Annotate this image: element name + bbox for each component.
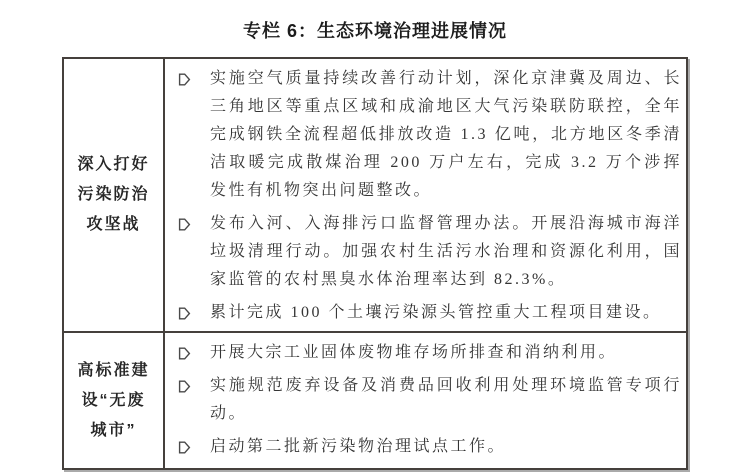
list-item [178, 65, 682, 205]
list-item-text: 发布入河、入海排污口监督管理办法。开展沿海城市海洋垃圾清理行动。加强农村生活污水治理和资源化利用，国家监管的农村黑臭水体治理率达到 82.3%。 [210, 215, 682, 288]
pentagon-right-icon [178, 299, 210, 327]
list-item [178, 299, 682, 327]
list-item [178, 210, 682, 294]
pentagon-right-icon [178, 210, 210, 294]
row-content [165, 59, 686, 331]
list-item-text: 实施规范废弃设备及消费品回收利用处理环境监管专项行动。 [210, 377, 682, 422]
progress-table [62, 57, 688, 470]
page-title: 专栏 6：生态环境治理进展情况 [242, 21, 507, 41]
bullet-list [178, 339, 682, 461]
pentagon-right-icon [178, 372, 210, 428]
bullet-list [178, 65, 682, 327]
pentagon-right-icon [178, 433, 210, 461]
list-item-text: 实施空气质量持续改善行动计划，深化京津冀及周边、长三角地区等重点区域和成渝地区大气污染联防联控，全年完成钢铁全流程超低排放改造 1.3 亿吨，北方地区冬季清洁取暖完成散煤治理 200 万户左右，完成 3.2 万个涉挥发性有机物突出问题整改。 [210, 70, 682, 199]
list-item-text: 启动第二批新污染物治理试点工作。 [210, 438, 507, 455]
pentagon-right-icon [178, 339, 210, 367]
row-header [64, 333, 165, 468]
list-item-text: 开展大宗工业固体废物堆存场所排查和消纳利用。 [210, 344, 618, 361]
list-item [178, 433, 682, 461]
row-header [64, 59, 165, 331]
table-row [64, 59, 686, 333]
table-row [64, 333, 686, 468]
list-item [178, 339, 682, 367]
row-content [165, 333, 686, 468]
list-item-text: 累计完成 100 个土壤污染源头管控重大工程项目建设。 [210, 304, 662, 321]
row-header-label: 深入打好污染防治攻坚战 [77, 156, 150, 233]
list-item [178, 372, 682, 428]
pentagon-right-icon [178, 65, 210, 205]
row-header-label: 高标准建设“无废城市” [77, 361, 150, 439]
